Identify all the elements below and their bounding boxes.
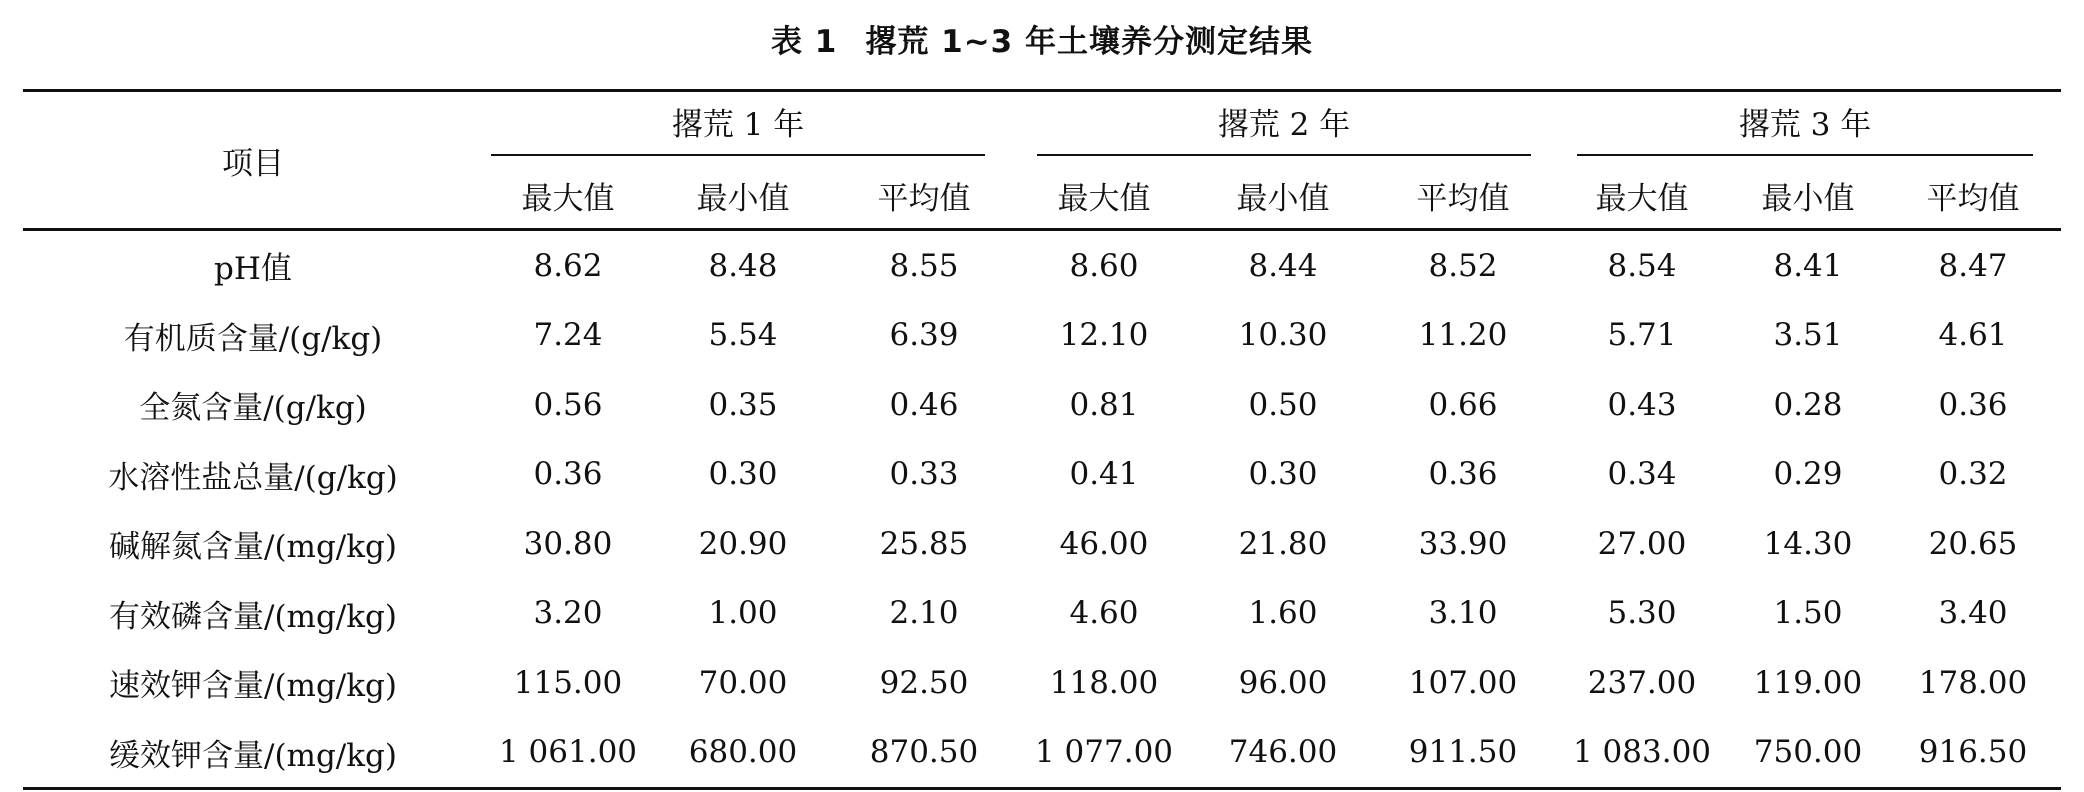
table-cell: 1.60: [1248, 595, 1318, 632]
group-header-row: [23, 91, 2061, 163]
table-cell: 8.41: [1773, 247, 1843, 284]
table-cell: 0.50: [1248, 386, 1318, 423]
table-cell: 1 061.00: [483, 718, 653, 789]
table-cell: 237.00: [1587, 664, 1697, 701]
table-row: [23, 301, 2061, 371]
table-cell: 20.90: [698, 525, 788, 562]
sub-header-max: 最大值: [1553, 162, 1731, 230]
sub-header-max: 最大值: [483, 162, 653, 230]
table-cell: 3.10: [1428, 595, 1498, 632]
table-cell: 8.52: [1428, 247, 1498, 284]
table-cell: 115.00: [513, 664, 623, 701]
sub-header-min: 最小值: [1193, 162, 1373, 230]
sub-header-max: 最大值: [1015, 162, 1193, 230]
table-cell: 8.48: [708, 247, 778, 284]
table-cell: 4.61: [1938, 317, 2008, 354]
table-cell: 8.55: [889, 247, 959, 284]
table-cell: 0.81: [1069, 386, 1139, 423]
table-row: [23, 230, 2061, 301]
table-cell: 5.71: [1607, 317, 1677, 354]
table-cell: 11.20: [1418, 317, 1508, 354]
table-cell: 0.30: [1248, 456, 1318, 493]
table-cell: 96.00: [1238, 664, 1328, 701]
table-cell: 7.24: [533, 317, 603, 354]
table-cell: 5.54: [708, 317, 778, 354]
table-cell: 92.50: [879, 664, 969, 701]
table-cell: 25.85: [879, 525, 969, 562]
table-cell: 1.50: [1773, 595, 1843, 632]
table-cell: 1 083.00: [1553, 718, 1731, 789]
table-row: [23, 718, 2061, 789]
table-cell: 916.50: [1885, 718, 2061, 789]
table-cell: 8.60: [1069, 247, 1139, 284]
sub-header-mean: 平均值: [1885, 162, 2061, 230]
table-cell: 27.00: [1597, 525, 1687, 562]
table-cell: 70.00: [698, 664, 788, 701]
table-cell: 119.00: [1753, 664, 1863, 701]
table-cell: 0.36: [1428, 456, 1498, 493]
sub-header-mean: 平均值: [833, 162, 1015, 230]
table-cell: 0.36: [1938, 386, 2008, 423]
table-cell: 3.51: [1773, 317, 1843, 354]
table-cell: 680.00: [653, 718, 833, 789]
table-cell: 107.00: [1408, 664, 1518, 701]
table-cell: 0.66: [1428, 386, 1498, 423]
row-label: 速效钾含量/(mg/kg): [109, 668, 397, 705]
table-row: [23, 440, 2061, 510]
table-row: [23, 370, 2061, 440]
table-cell: 0.29: [1773, 456, 1843, 493]
table-cell: 0.32: [1938, 456, 2008, 493]
table-cell: 33.90: [1418, 525, 1508, 562]
table-cell: 0.46: [889, 386, 959, 423]
group-header-label: 撂荒 2 年: [1037, 99, 1531, 156]
table-caption: [0, 16, 2084, 61]
group-header-year-3: [1553, 91, 2061, 163]
table-cell: 2.10: [889, 595, 959, 632]
item-header: 项目: [23, 91, 483, 230]
table-cell: 8.44: [1248, 247, 1318, 284]
table-cell: 46.00: [1059, 525, 1149, 562]
table-cell: 14.30: [1763, 525, 1853, 562]
soil-nutrient-table: [23, 89, 2061, 790]
table-cell: 1.00: [708, 595, 778, 632]
table-cell: 20.65: [1928, 525, 2018, 562]
row-label: 有效磷含量/(mg/kg): [109, 598, 397, 635]
table-cell: 1 077.00: [1015, 718, 1193, 789]
table-cell: 0.35: [708, 386, 778, 423]
table-row: [23, 579, 2061, 649]
soil-nutrient-table-container: [23, 89, 2061, 790]
group-header-year-1: [483, 91, 1015, 163]
table-cell: 0.34: [1607, 456, 1677, 493]
table-cell: 746.00: [1193, 718, 1373, 789]
row-label: pH值: [214, 251, 292, 288]
table-cell: 0.30: [708, 456, 778, 493]
table-cell: 0.56: [533, 386, 603, 423]
table-cell: 3.40: [1938, 595, 2008, 632]
table-cell: 6.39: [889, 317, 959, 354]
sub-header-min: 最小值: [653, 162, 833, 230]
table-row: [23, 648, 2061, 718]
table-cell: 0.28: [1773, 386, 1843, 423]
table-cell: 0.43: [1607, 386, 1677, 423]
table-cell: 0.36: [533, 456, 603, 493]
row-label: 水溶性盐总量/(g/kg): [108, 459, 398, 496]
table-number: 表 1: [770, 24, 838, 60]
table-cell: 30.80: [523, 525, 613, 562]
table-cell: 118.00: [1049, 664, 1159, 701]
row-label: 有机质含量/(g/kg): [123, 320, 383, 357]
table-cell: 0.33: [889, 456, 959, 493]
table-cell: 10.30: [1238, 317, 1328, 354]
table-cell: 8.54: [1607, 247, 1677, 284]
row-label: 全氮含量/(g/kg): [139, 390, 367, 427]
table-row: [23, 509, 2061, 579]
table-cell: 4.60: [1069, 595, 1139, 632]
table-cell: 12.10: [1059, 317, 1149, 354]
table-cell: 21.80: [1238, 525, 1328, 562]
table-cell: 8.62: [533, 247, 603, 284]
table-cell: 3.20: [533, 595, 603, 632]
row-label: 缓效钾含量/(mg/kg): [23, 718, 483, 789]
table-cell: 870.50: [833, 718, 1015, 789]
sub-header-min: 最小值: [1731, 162, 1885, 230]
group-header-year-2: [1015, 91, 1553, 163]
group-header-label: 撂荒 1 年: [491, 99, 985, 156]
table-cell: 8.47: [1938, 247, 2008, 284]
row-label: 碱解氮含量/(mg/kg): [109, 529, 397, 566]
table-cell: 750.00: [1731, 718, 1885, 789]
table-cell: 911.50: [1373, 718, 1553, 789]
table-cell: 178.00: [1918, 664, 2028, 701]
table-cell: 5.30: [1607, 595, 1677, 632]
sub-header-mean: 平均值: [1373, 162, 1553, 230]
group-header-label: 撂荒 3 年: [1577, 99, 2033, 156]
table-cell: 0.41: [1069, 456, 1139, 493]
table-title: 撂荒 1~3 年土壤养分测定结果: [865, 24, 1314, 60]
